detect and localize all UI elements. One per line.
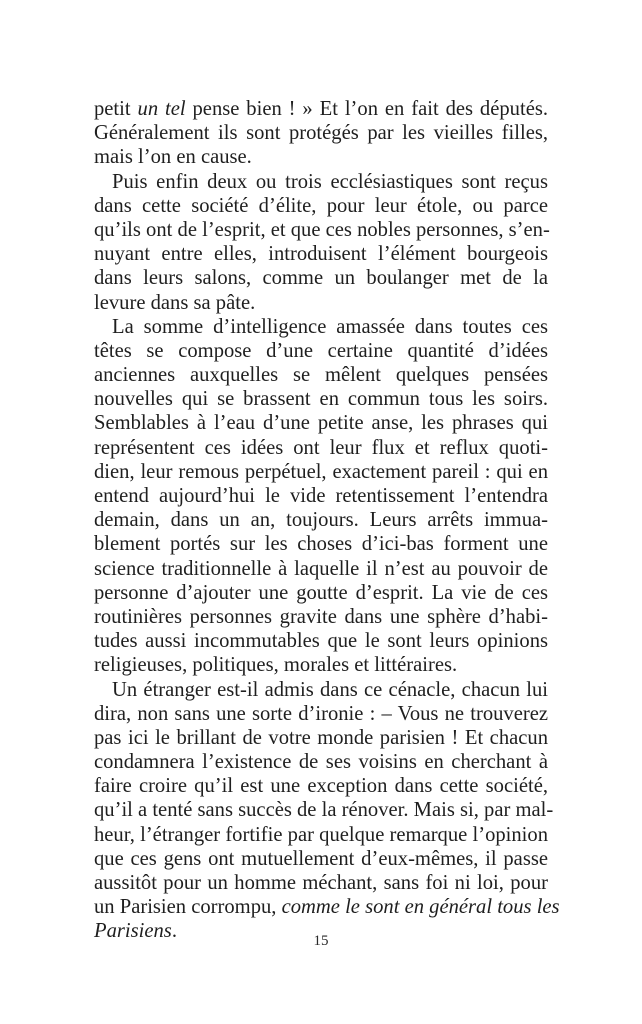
body-text — [94, 97, 560, 944]
text-line — [94, 750, 548, 774]
text-line — [94, 774, 548, 798]
text-line — [94, 387, 548, 411]
text-segment: demain, dans un an, toujours. Leurs arrêts immua- — [94, 509, 548, 532]
text-segment: entend aujourd’hui le vide retentissement l’entendra — [94, 485, 548, 507]
text-line — [94, 218, 548, 242]
text-segment: heur, l’étranger fortifie par quelque remarque l’opinion — [94, 823, 548, 846]
text-line — [94, 363, 548, 387]
text-line — [94, 678, 548, 702]
italic-text: Parisiens — [94, 920, 172, 943]
text-segment: religieuses, politiques, morales et littéraires. — [94, 654, 458, 677]
text-line — [94, 532, 548, 556]
text-segment: dans leurs salons, comme un boulanger met de la — [94, 267, 548, 290]
text-line — [94, 121, 548, 145]
text-line — [94, 460, 548, 484]
text-segment: dans cette société d’élite, pour leur étole, ou parce — [94, 194, 548, 217]
text-segment: qu’ils ont de l’esprit, et que ces nobles personnes, s’en- — [94, 218, 550, 241]
text-segment: petit — [94, 98, 138, 120]
text-segment: nuyant entre elles, introduisent l’élément bourgeois — [94, 243, 548, 266]
text-segment: condamnera l’existence de ses voisins en cherchant à — [94, 751, 548, 774]
text-segment: aussitôt pour un homme méchant, sans foi ni loi, pour — [94, 872, 548, 894]
text-line — [94, 871, 548, 895]
text-line — [94, 508, 548, 532]
text-segment: anciennes auxquelles se mêlent quelques pensées — [94, 364, 548, 387]
text-line — [94, 266, 548, 290]
text-line — [94, 823, 548, 847]
text-segment: Un étranger est-il admis dans ce cénacle, chacun lui — [112, 678, 548, 701]
text-segment: représentent ces idées ont leur flux et reflux quoti- — [94, 436, 548, 459]
text-line — [94, 895, 560, 919]
text-segment: La somme d’intelligence amassée dans toutes ces — [112, 315, 548, 338]
text-line — [94, 798, 554, 822]
text-line — [94, 145, 548, 169]
page-number: 15 — [313, 933, 329, 949]
italic-text: comme le sont en général tous les — [281, 896, 560, 919]
text-line — [94, 629, 548, 653]
text-segment: personne d’ajouter une goutte d’esprit. La vie de ces — [94, 581, 548, 604]
text-line — [94, 581, 548, 605]
text-line — [94, 726, 548, 750]
text-segment: . — [171, 920, 177, 943]
text-line — [94, 653, 548, 677]
text-segment: tudes aussi incommutables que le sont leurs opinions — [94, 630, 548, 653]
text-line — [94, 847, 548, 871]
text-line — [94, 557, 548, 581]
text-segment: nouvelles qui se brassent en commun tous les soirs. — [94, 388, 548, 411]
italic-text: un tel — [137, 98, 186, 120]
text-segment: têtes se compose d’une certaine quantité d’idées — [94, 339, 548, 362]
text-segment: mais l’on en cause. — [94, 146, 252, 169]
text-line — [94, 97, 548, 121]
text-segment: blement portés sur les choses d’ici-bas forment une — [94, 533, 548, 556]
text-segment: faire croire qu’il est une exception dans cette société, — [94, 775, 548, 798]
text-segment: dien, leur remous perpétuel, exactement pareil : qui en — [94, 460, 548, 483]
text-segment: dira, non sans une sorte d’ironie : – Vous ne trouverez — [94, 702, 548, 725]
text-line — [94, 436, 548, 460]
text-segment: Généralement ils sont protégés par les vieilles filles, — [94, 122, 548, 145]
text-line — [94, 484, 548, 508]
text-line — [94, 291, 548, 315]
text-segment: science traditionnelle à laquelle il n’est au pouvoir de — [94, 557, 548, 580]
text-segment: pense bien ! » Et l’on en fait des députés. — [185, 98, 548, 120]
text-segment: levure dans sa pâte. — [94, 291, 256, 314]
text-line — [94, 605, 548, 629]
text-segment: que ces gens ont mutuellement d’eux-mêmes, il passe — [94, 847, 548, 870]
text-line — [94, 339, 548, 363]
text-segment: pas ici le brillant de votre monde parisien ! Et chacun — [94, 726, 548, 749]
text-segment: Puis enfin deux ou trois ecclésiastiques sont reçus — [112, 170, 548, 193]
text-line — [94, 702, 548, 726]
text-segment: Semblables à l’eau d’une petite anse, les phrases qui — [94, 412, 548, 435]
text-segment: routinières personnes gravite dans une sphère d’habi- — [94, 605, 548, 628]
text-line — [94, 315, 548, 339]
text-line — [94, 194, 548, 218]
text-segment: un Parisien corrompu, — [94, 896, 282, 919]
text-line — [94, 411, 548, 435]
text-line — [94, 242, 548, 266]
text-segment: qu’il a tenté sans succès de la rénover. Mais si, par mal- — [94, 799, 554, 822]
text-line — [94, 170, 548, 194]
